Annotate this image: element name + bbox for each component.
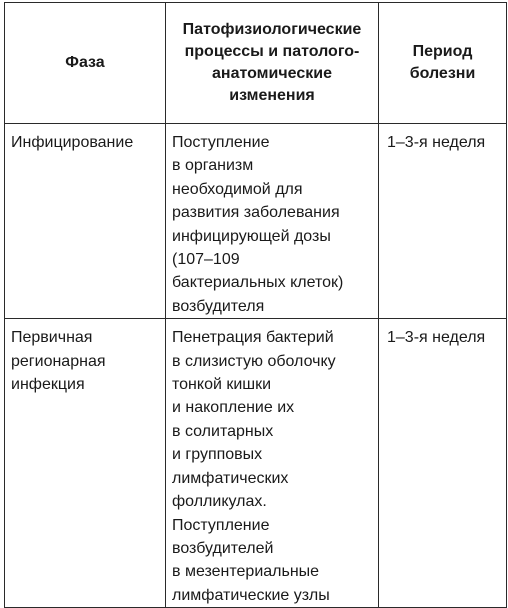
header-process-line: изменения bbox=[229, 87, 315, 104]
cell-line: бактериальных клеток) bbox=[172, 274, 344, 292]
cell-line: 1–3-я неделя bbox=[387, 329, 486, 347]
cell-line: в солитарных bbox=[172, 422, 274, 440]
cell-phase bbox=[5, 319, 166, 608]
cell-line: Первичная bbox=[11, 329, 93, 347]
cell-line: инфицирующей дозы bbox=[172, 227, 331, 245]
header-phase bbox=[5, 3, 166, 124]
cell-line: (107–109 bbox=[172, 251, 240, 269]
header-process-line: процессы и патолого- bbox=[184, 43, 360, 60]
table-body bbox=[5, 124, 507, 608]
cell-line: в организм bbox=[172, 157, 254, 175]
cell-line: регионарная bbox=[11, 352, 106, 370]
cell-line: и накопление их bbox=[172, 399, 295, 417]
cell-line: развития заболевания bbox=[172, 204, 340, 222]
cell-line: лимфатические узлы bbox=[172, 586, 330, 604]
cell-line: необходимой для bbox=[172, 180, 303, 198]
cell-line: в мезентериальные bbox=[172, 563, 320, 581]
cell-line: 1–3-я неделя bbox=[387, 134, 486, 151]
header-row bbox=[5, 3, 507, 124]
header-period bbox=[379, 3, 507, 124]
table-row bbox=[5, 124, 507, 319]
cell-phase bbox=[5, 124, 166, 319]
header-process-line: анатомические bbox=[212, 65, 332, 82]
cell-line: возбудителя bbox=[172, 297, 265, 315]
cell-process bbox=[166, 319, 379, 608]
cell-period bbox=[379, 319, 507, 608]
header-period-line: Период bbox=[412, 43, 473, 60]
cell-line: Поступление bbox=[172, 134, 270, 151]
cell-process bbox=[166, 124, 379, 319]
disease-phases-table bbox=[4, 2, 507, 608]
cell-line: в слизистую оболочку bbox=[172, 352, 336, 370]
header-phase-line: Фаза bbox=[65, 54, 105, 71]
cell-period bbox=[379, 124, 507, 319]
cell-line: тонкой кишки bbox=[172, 376, 272, 394]
cell-line: Пенетрация бактерий bbox=[172, 329, 334, 347]
table-header bbox=[5, 3, 507, 124]
table-row bbox=[5, 319, 507, 608]
cell-line: и групповых bbox=[172, 446, 263, 464]
cell-line: лимфатических bbox=[172, 469, 289, 487]
header-process-line: Патофизиологические bbox=[182, 21, 362, 38]
header-process bbox=[166, 3, 379, 124]
cell-line: возбудителей bbox=[172, 539, 274, 557]
cell-line: фолликулах. bbox=[172, 493, 267, 511]
cell-line: Поступление bbox=[172, 516, 270, 534]
header-period-line: болезни bbox=[409, 65, 476, 82]
cell-line: инфекция bbox=[11, 376, 85, 394]
cell-line: Инфицирование bbox=[11, 134, 134, 151]
